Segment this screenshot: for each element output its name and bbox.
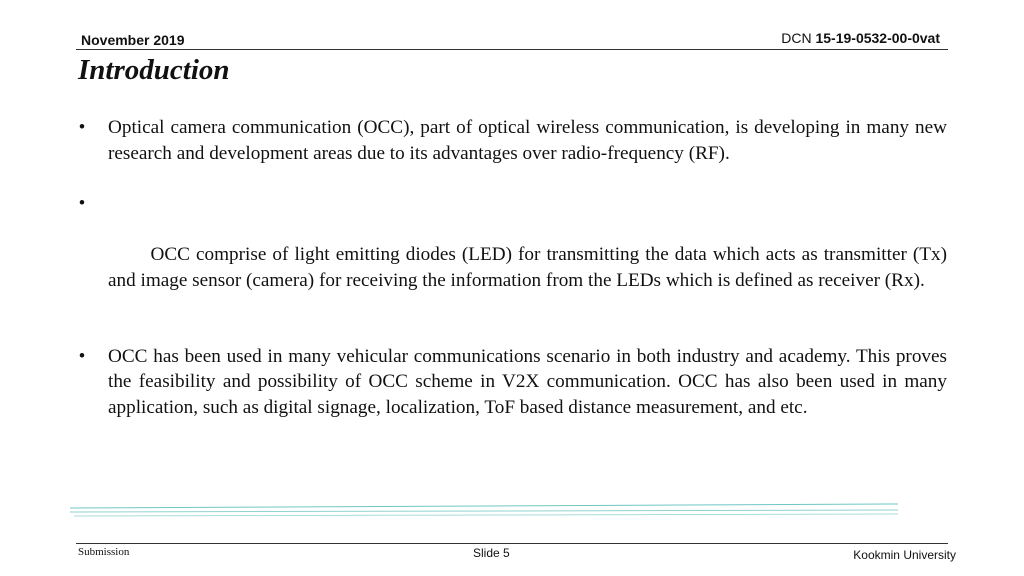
decorative-line xyxy=(70,510,898,512)
footer-rule xyxy=(76,543,948,544)
dcn-label: DCN xyxy=(781,30,812,46)
bullet-icon: • xyxy=(78,193,86,214)
header-rule xyxy=(76,49,948,50)
decorative-line xyxy=(70,504,898,508)
bullet-text: OCC has been used in many vehicular communications scenario in both industry and academy. This proves the feasibility and possibility of OCC scheme in V2X communication. OCC has also been used in many application, such as digital signage, localization, ToF based distance measurement, and etc. xyxy=(108,345,947,418)
decorative-line xyxy=(74,514,898,516)
footer-slide-number: Slide 5 xyxy=(473,546,510,560)
slide-title: Introduction xyxy=(78,54,230,86)
header-dcn xyxy=(781,30,940,46)
bullet-icon: • xyxy=(78,117,86,138)
bullet-item xyxy=(75,191,952,319)
bullet-item xyxy=(75,115,947,166)
dcn-number: 15-19-0532-00-0vat xyxy=(815,30,940,46)
bullet-icon: • xyxy=(78,345,86,367)
bullet-text: Optical camera communication (OCC), part of optical wireless communication, is developing in many new research and development areas due to its advantages over radio-frequency (RF). xyxy=(108,117,947,164)
bullet-text: OCC comprise of light emitting diodes (LED) for transmitting the data which acts as transmitter (Tx) and image sensor (camera) for receiving the information from the LEDs which is defined as receiver (Rx). xyxy=(108,244,952,291)
bullet-item xyxy=(75,344,947,421)
footer-organization: Kookmin University xyxy=(853,548,956,562)
bullet-list xyxy=(75,115,952,445)
decorative-lines xyxy=(70,502,900,518)
footer-submission: Submission xyxy=(78,546,130,558)
header-date: November 2019 xyxy=(81,32,185,48)
